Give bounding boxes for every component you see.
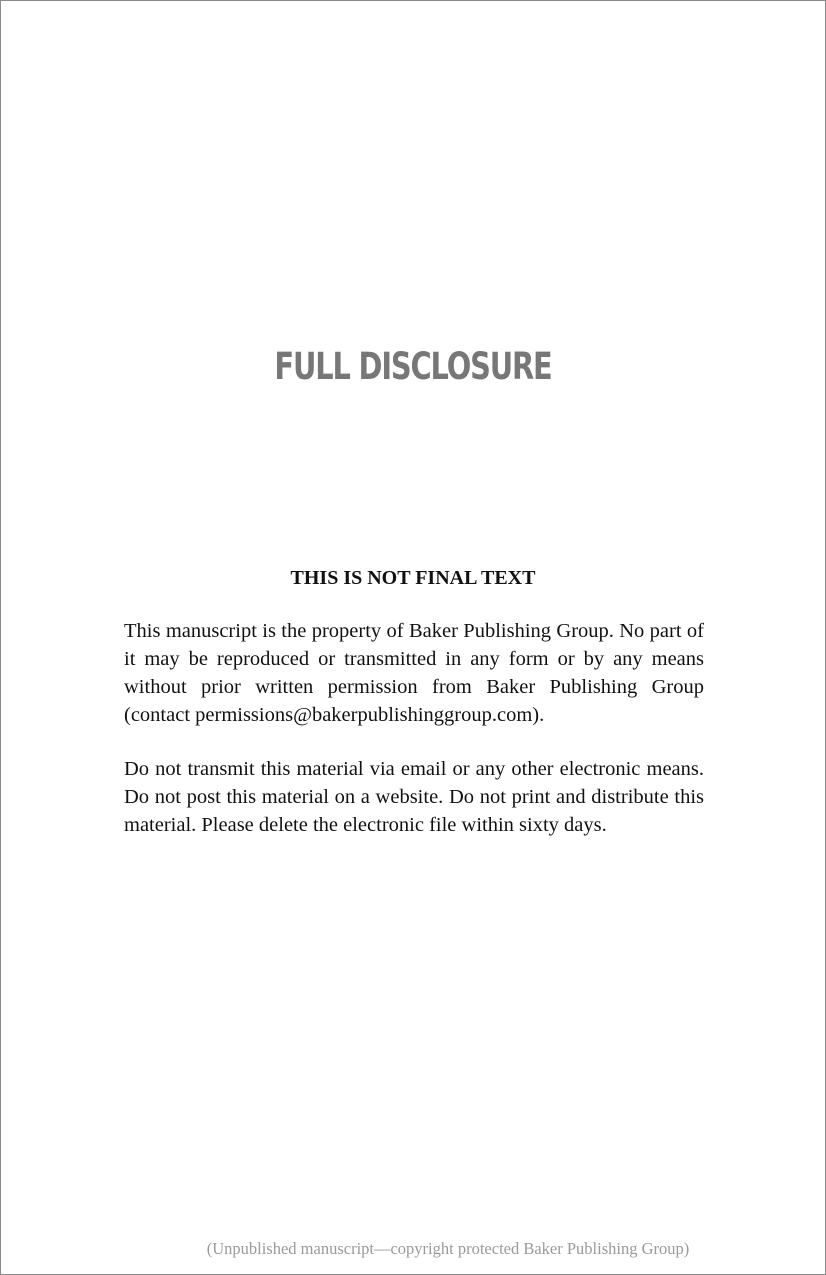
book-title: FULL DISCLOSURE: [274, 345, 552, 388]
not-final-text-heading: THIS IS NOT FINAL TEXT: [290, 567, 536, 589]
distribution-paragraph: Do not transmit this material via email or any other electronic means. Do not post this material on a website. Do not print and distribute this material. Please delete the electronic file within sixty days.: [124, 758, 704, 836]
page-footer: (Unpublished manuscript—copyright protected Baker Publishing Group): [206, 1239, 690, 1258]
copyright-paragraph: This manuscript is the property of Baker Publishing Group. No part of it may be reproduced or transmitted in any form or by any means without prior written permission from Baker Publishing Group (contact permissions@bakerpublishinggroup.com).: [124, 620, 704, 726]
